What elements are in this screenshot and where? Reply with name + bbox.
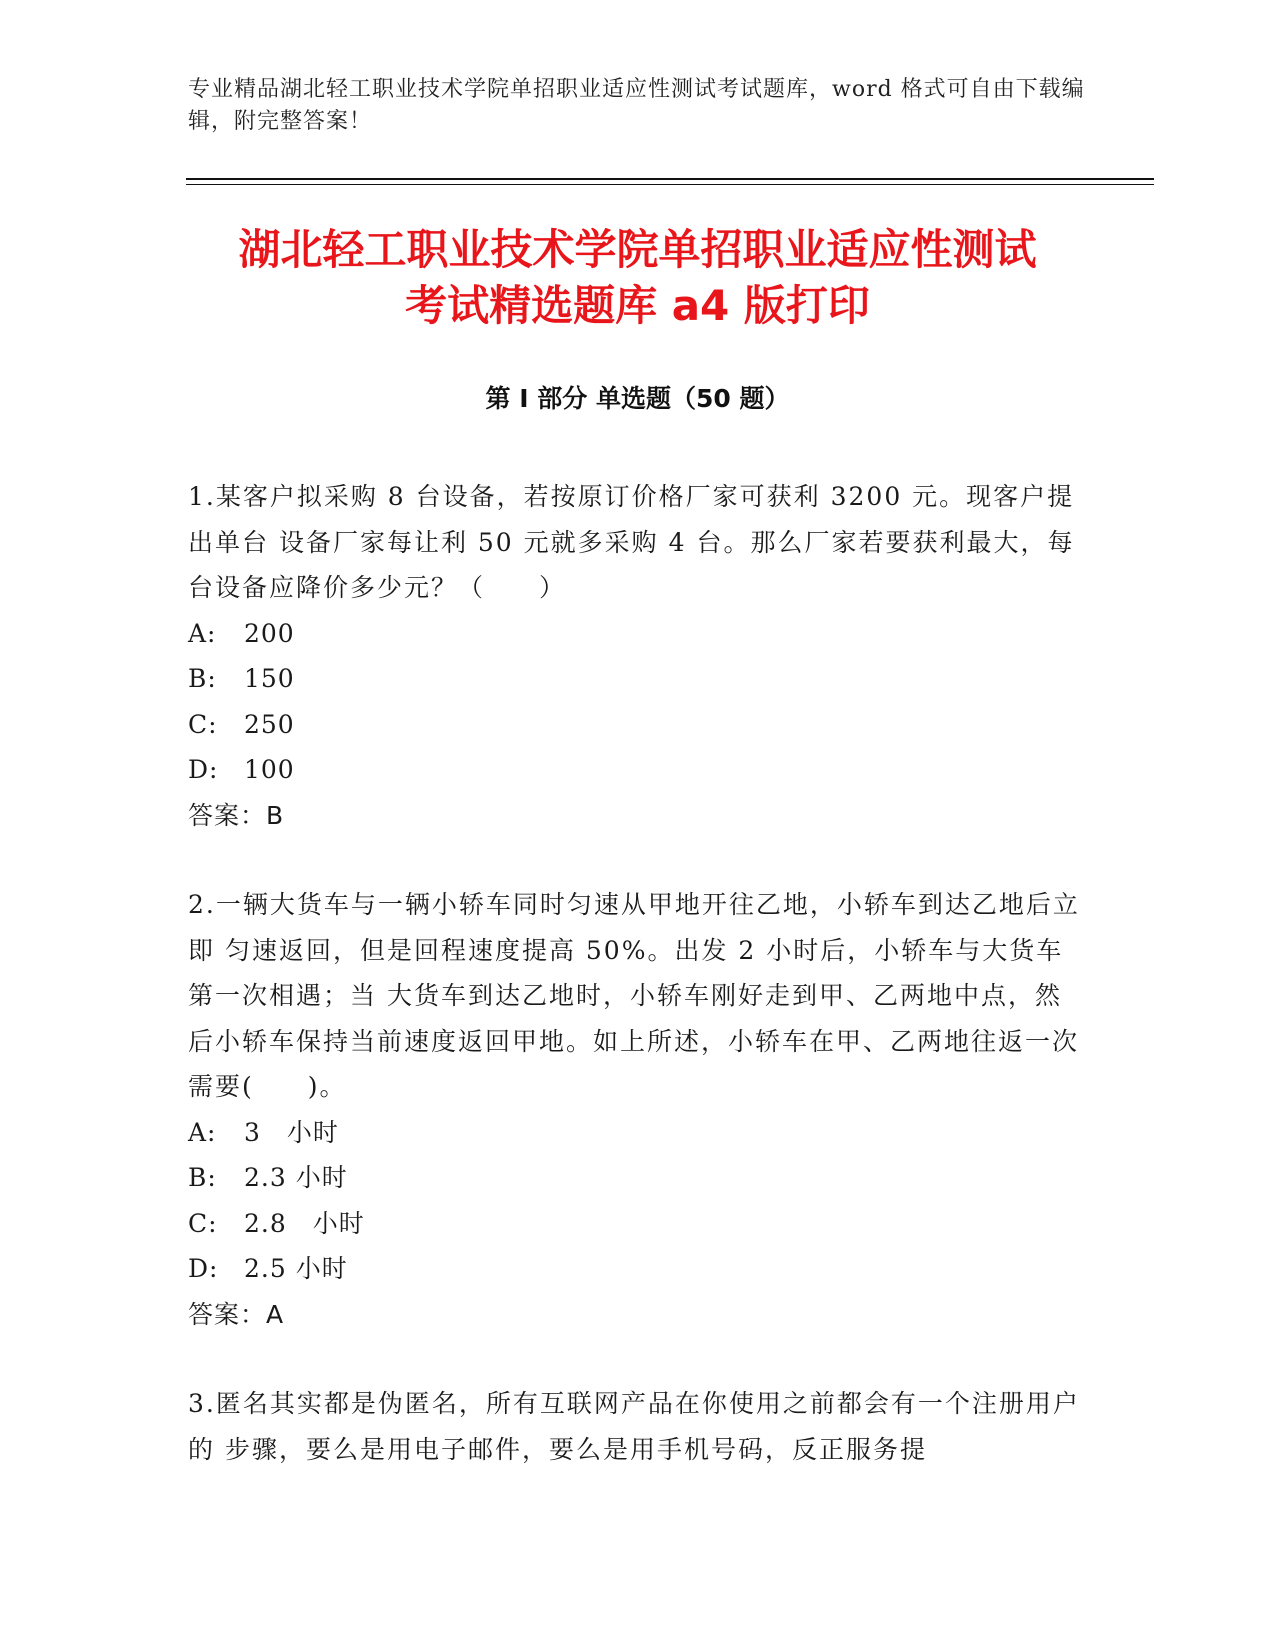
title-line-2: 考试精选题库 a4 版打印 [405,281,870,330]
option-letter: B: [188,1163,217,1192]
header-note: 专业精品湖北轻工职业技术学院单招职业适应性测试考试题库，word 格式可自由下载编辑，附完整答案！ [188,77,1085,134]
question-3 [188,1381,1088,1472]
question-text: 3.匿名其实都是伪匿名，所有互联网产品在你使用之前都会有一个注册用户的 步骤，要么是用电子邮件，要么是用手机号码，反正服务提 [188,1389,1080,1464]
question-list [188,474,1088,1516]
option-value: 250 [244,709,295,739]
header-rule-thick [186,178,1154,180]
answer-line: 答案：B [188,800,285,830]
answer-line: 答案：A [188,1299,285,1329]
option-letter: D: [188,1254,219,1283]
option-letter: A: [188,1117,217,1147]
option-a [188,611,1088,657]
question-text: 2.一辆大货车与一辆小轿车同时匀速从甲地开往乙地，小轿车到达乙地后立即 匀速返回，但是回程速度提高 50%。出发 2 小时后，小轿车与大货车第一次相遇；当 大货车到达乙地时，小轿车刚好走到甲、乙两地中点，然后小轿车保持当前速度返回甲地。如上所述，小轿车在甲、乙两地往返一次需要( )。 [188,890,1080,1101]
title-line-1: 湖北轻工职业技术学院单招职业适应性测试 [238,225,1037,274]
option-a [188,1110,1088,1156]
option-letter: D: [188,755,219,784]
document-title [150,222,1125,334]
option-d [188,747,1088,793]
question-2 [188,882,1088,1337]
option-value: 2.5 小时 [244,1254,348,1283]
option-letter: B: [188,664,217,693]
option-value: 100 [244,755,295,784]
question-text: 1.某客户拟采购 8 台设备，若按原订价格厂家可获利 3200 元。现客户提出单台 设备厂家每让利 50 元就多采购 4 台。那么厂家若要获利最大，每台设备应降价多少元？（ ） [188,482,1075,602]
question-1 [188,474,1088,838]
option-value: 3 小时 [244,1117,339,1147]
option-value: 200 [244,618,295,648]
option-value: 2.3 小时 [244,1163,348,1192]
option-c [188,702,1088,748]
option-letter: C: [188,709,218,739]
section-heading: 第 I 部分 单选题（50 题） [485,384,790,413]
option-d [188,1246,1088,1292]
option-value: 150 [244,664,295,693]
option-letter: C: [188,1208,218,1238]
header-rule-thin [186,184,1154,185]
option-c [188,1201,1088,1247]
option-b [188,656,1088,702]
option-letter: A: [188,618,217,648]
option-b [188,1155,1088,1201]
option-value: 2.8 小时 [244,1208,365,1238]
